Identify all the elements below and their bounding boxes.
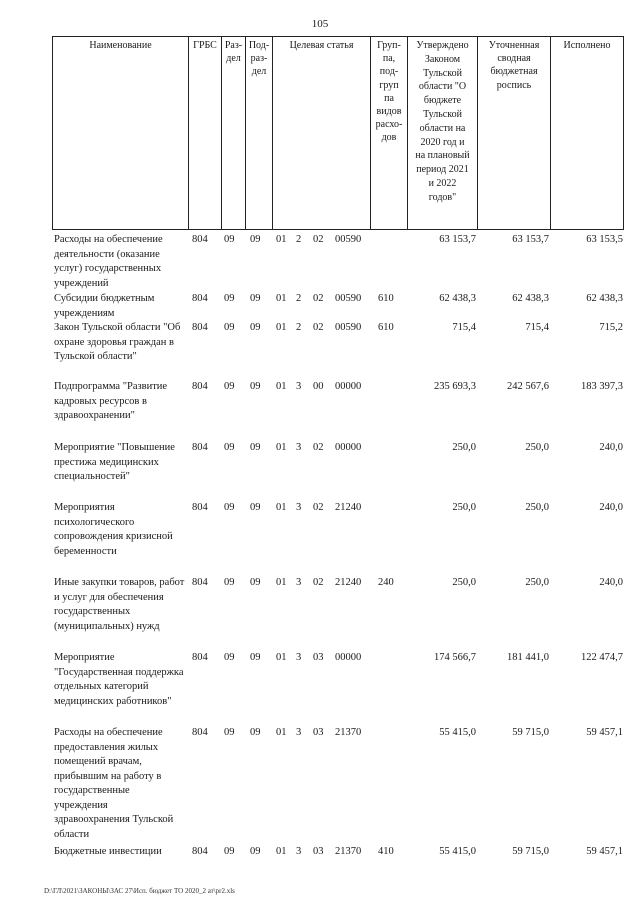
header-bottom-border <box>52 229 624 230</box>
header-celevaya: Целевая статья <box>289 40 354 51</box>
row-cs-event: 02 <box>313 322 324 333</box>
row-grbs: 804 <box>192 846 208 857</box>
row-utochnennaya: 181 441,0 <box>507 652 549 663</box>
row-razdel: 09 <box>224 442 235 453</box>
header-razdel: Раз- дел <box>224 40 243 65</box>
row-grbs: 804 <box>192 502 208 513</box>
row-ispolneno: 59 457,1 <box>586 846 623 857</box>
row-grbs: 804 <box>192 652 208 663</box>
row-name: Закон Тульской области "Об охране здоровья граждан в Тульской области" <box>54 322 181 362</box>
row-cs-subprogram: 3 <box>296 442 302 453</box>
row-cs-direction: 21240 <box>335 502 362 513</box>
row-cs-subprogram: 2 <box>296 322 302 333</box>
row-cs-program: 01 <box>276 727 287 738</box>
row-cs-subprogram: 3 <box>296 502 302 513</box>
row-cs-subprogram: 2 <box>296 234 302 245</box>
row-cs-program: 01 <box>276 846 287 857</box>
header-gruppa: Груп- па, под- груп па видов расхо- дов <box>375 40 403 144</box>
row-cs-subprogram: 3 <box>296 381 302 392</box>
col-border-left <box>52 36 53 229</box>
header-ispolneno: Исполнено <box>563 40 611 51</box>
row-ispolneno: 240,0 <box>599 502 623 513</box>
row-ispolneno: 240,0 <box>599 442 623 453</box>
row-podrazdel: 09 <box>250 381 261 392</box>
page-number: 105 <box>311 18 329 30</box>
row-utochnennaya: 62 438,3 <box>512 293 549 304</box>
row-cs-subprogram: 2 <box>296 293 302 304</box>
row-ispolneno: 715,2 <box>599 322 623 333</box>
row-podrazdel: 09 <box>250 846 261 857</box>
row-name: Подпрограмма "Развитие кадровых ресурсов в здравоохранении" <box>54 381 168 421</box>
row-podrazdel: 09 <box>250 234 261 245</box>
row-podrazdel: 09 <box>250 322 261 333</box>
header-name: Наименование <box>89 40 152 51</box>
row-cs-event: 02 <box>313 442 324 453</box>
row-cs-event: 03 <box>313 846 324 857</box>
row-podrazdel: 09 <box>250 577 261 588</box>
row-cs-program: 01 <box>276 293 287 304</box>
header-podrazdel: Под- раз- дел <box>248 40 270 78</box>
row-razdel: 09 <box>224 322 235 333</box>
row-cs-program: 01 <box>276 442 287 453</box>
row-utverzhdeno: 174 566,7 <box>434 652 476 663</box>
row-utverzhdeno: 55 415,0 <box>439 727 476 738</box>
row-name: Расходы на обеспечение деятельности (оказание услуг) государственных учреждений <box>54 234 163 289</box>
row-utverzhdeno: 235 693,3 <box>434 381 476 392</box>
row-vid-rashodov: 610 <box>378 293 394 304</box>
row-cs-subprogram: 3 <box>296 577 302 588</box>
row-name: Бюджетные инвестиции <box>54 846 162 857</box>
col-border-ispolneno <box>550 36 551 229</box>
col-border-celevaya <box>272 36 273 229</box>
row-cs-direction: 21370 <box>335 727 362 738</box>
row-cs-program: 01 <box>276 322 287 333</box>
row-utochnennaya: 242 567,6 <box>507 381 549 392</box>
row-grbs: 804 <box>192 293 208 304</box>
row-cs-subprogram: 3 <box>296 652 302 663</box>
row-utochnennaya: 59 715,0 <box>512 846 549 857</box>
row-utverzhdeno: 250,0 <box>452 577 476 588</box>
row-vid-rashodov: 410 <box>378 846 394 857</box>
row-utverzhdeno: 250,0 <box>452 502 476 513</box>
col-border-grbs <box>188 36 189 229</box>
file-path-footer: D:\ГЛ\2021\ЗАКОНЫ\ЗАС 27\Исп. бюджет ТО 2020_2 ат\pr2.xls <box>44 887 235 895</box>
row-cs-event: 02 <box>313 502 324 513</box>
row-vid-rashodov: 240 <box>378 577 394 588</box>
row-ispolneno: 183 397,3 <box>581 381 623 392</box>
row-utochnennaya: 250,0 <box>525 502 549 513</box>
col-border-right <box>623 36 624 229</box>
row-razdel: 09 <box>224 577 235 588</box>
row-name: Расходы на обеспечение предоставления жилых помещений врачам, прибывшим на работу в государственные учреждения здравоохранения Тульской области <box>54 727 174 840</box>
row-cs-event: 03 <box>313 652 324 663</box>
row-ispolneno: 63 153,5 <box>586 234 623 245</box>
row-cs-program: 01 <box>276 381 287 392</box>
row-razdel: 09 <box>224 502 235 513</box>
row-cs-program: 01 <box>276 577 287 588</box>
row-ispolneno: 62 438,3 <box>586 293 623 304</box>
row-cs-direction: 21370 <box>335 846 362 857</box>
row-utochnennaya: 715,4 <box>525 322 549 333</box>
row-cs-program: 01 <box>276 502 287 513</box>
row-cs-direction: 00000 <box>335 381 362 392</box>
header-grbs: ГРБС <box>193 40 217 51</box>
row-utverzhdeno: 62 438,3 <box>439 293 476 304</box>
row-cs-event: 00 <box>313 381 324 392</box>
row-ispolneno: 59 457,1 <box>586 727 623 738</box>
row-podrazdel: 09 <box>250 502 261 513</box>
row-cs-direction: 00590 <box>335 234 362 245</box>
row-grbs: 804 <box>192 442 208 453</box>
row-razdel: 09 <box>224 846 235 857</box>
row-razdel: 09 <box>224 293 235 304</box>
row-utochnennaya: 250,0 <box>525 442 549 453</box>
row-podrazdel: 09 <box>250 293 261 304</box>
row-name: Субсидии бюджетным учреждениям <box>54 293 155 319</box>
row-grbs: 804 <box>192 234 208 245</box>
row-razdel: 09 <box>224 652 235 663</box>
row-cs-direction: 00000 <box>335 652 362 663</box>
row-podrazdel: 09 <box>250 652 261 663</box>
row-utverzhdeno: 715,4 <box>452 322 476 333</box>
row-ispolneno: 240,0 <box>599 577 623 588</box>
row-grbs: 804 <box>192 727 208 738</box>
row-utochnennaya: 250,0 <box>525 577 549 588</box>
row-ispolneno: 122 474,7 <box>581 652 623 663</box>
row-cs-direction: 21240 <box>335 577 362 588</box>
row-cs-program: 01 <box>276 652 287 663</box>
row-name: Мероприятие "Государственная поддержка отдельных категорий медицинских работников" <box>54 652 184 707</box>
row-utochnennaya: 63 153,7 <box>512 234 549 245</box>
row-utverzhdeno: 55 415,0 <box>439 846 476 857</box>
row-utochnennaya: 59 715,0 <box>512 727 549 738</box>
row-cs-direction: 00590 <box>335 322 362 333</box>
row-utverzhdeno: 250,0 <box>452 442 476 453</box>
row-name: Иные закупки товаров, работ и услуг для обеспечения государственных (муниципальных) нужд <box>54 577 185 632</box>
row-cs-event: 02 <box>313 577 324 588</box>
row-cs-event: 03 <box>313 727 324 738</box>
row-podrazdel: 09 <box>250 442 261 453</box>
row-razdel: 09 <box>224 727 235 738</box>
row-podrazdel: 09 <box>250 727 261 738</box>
row-name: Мероприятие "Повышение престижа медицинских специальностей" <box>54 442 175 482</box>
row-cs-program: 01 <box>276 234 287 245</box>
row-grbs: 804 <box>192 577 208 588</box>
row-vid-rashodov: 610 <box>378 322 394 333</box>
row-cs-event: 02 <box>313 293 324 304</box>
row-cs-subprogram: 3 <box>296 727 302 738</box>
row-cs-subprogram: 3 <box>296 846 302 857</box>
header-utverzhdeno: Утверждено Законом Тульской области "О бюджете Тульской области на 2020 год и на плановый период 2021 и 2022 годов" <box>415 40 470 203</box>
row-razdel: 09 <box>224 234 235 245</box>
row-grbs: 804 <box>192 322 208 333</box>
row-razdel: 09 <box>224 381 235 392</box>
row-utverzhdeno: 63 153,7 <box>439 234 476 245</box>
row-grbs: 804 <box>192 381 208 392</box>
table-top-border <box>52 36 624 37</box>
header-utochnennaya: Уточненная сводная бюджетная роспись <box>488 40 540 91</box>
row-cs-direction: 00590 <box>335 293 362 304</box>
row-cs-event: 02 <box>313 234 324 245</box>
row-cs-direction: 00000 <box>335 442 362 453</box>
row-name: Мероприятия психологического сопровождения кризисной беременности <box>54 502 173 557</box>
